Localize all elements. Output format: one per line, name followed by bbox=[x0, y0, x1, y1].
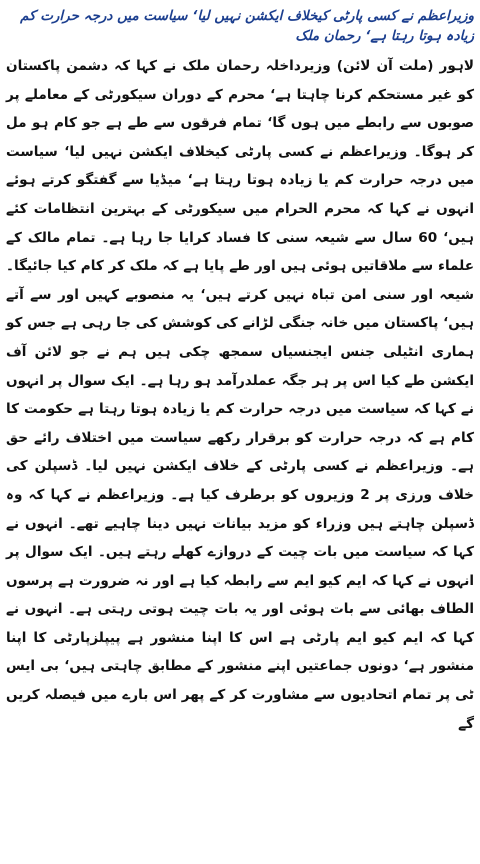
article-body: لاہور (ملت آن لائن) وزیرداخلہ رحمان ملک نے کہا کہ دشمن پاکستان کو غیر مستحکم کرنا چاہتا ہے‘ محرم کے دوران سیکورٹی کے معاملے پر صوبوں سے رابطے میں ہوں گا‘ تمام فرقوں سے طے ہے جو کام ہو مل کر ہوگا۔ وزیراعظم نے کسی پارٹی کیخلاف ایکشن نہیں لیا‘ سیاست میں درجہ حرارت کم یا زیادہ ہوتا رہتا ہے‘ میڈیا سے گفتگو کرتے ہوئے انہوں نے کہا کہ محرم الحرام میں سیکورٹی کے بہترین انتظامات کئے ہیں‘ 60 سال سے شیعہ سنی کا فساد کرایا جا رہا ہے۔ تمام مالک کے علماء سے ملاقاتیں ہوئی ہیں اور طے پایا ہے کہ ملک کر کام کیا جائیگا۔ شیعہ اور سنی امن تباہ نہیں کرتے ہیں‘ یہ منصوبے کہیں اور سے آتے ہیں‘ پاکستان میں خانہ جنگی لڑانے کی کوشش کی جا رہی ہے جس کو ہماری انٹیلی جنس ایجنسیاں سمجھ چکی ہیں ہم نے جو لائن آف ایکشن طے کیا اس پر ہر جگہ عملدرآمد ہو رہا ہے۔ ایک سوال پر انہوں نے کہا کہ سیاست میں درجہ حرارت کم یا زیادہ ہوتا رہتا ہے حکومت کا کام ہے کہ درجہ حرارت کو برقرار رکھے سیاست میں اختلاف رائے حق ہے۔ وزیراعظم نے کسی پارٹی کے خلاف ایکشن نہیں لیا۔ ڈسپلن کی خلاف ورزی پر 2 وزیروں کو برطرف کیا ہے۔ وزیراعظم نے کہا کہ وہ ڈسپلن چاہتے ہیں وزراء کو مزید بیانات نہیں دینا چاہیے تھے۔ انہوں نے کہا کہ سیاست میں بات چیت کے دروازے کھلے رہتے ہیں۔ ایک سوال پر انہوں نے کہا کہ ایم کیو ایم سے رابطہ کیا ہے اور نہ ضرورت ہے پرسوں الطاف بھائی سے بات ہوئی اور یہ بات چیت ہوتی رہتی ہے۔ انہوں نے کہا کہ ایم کیو ایم پارٹی ہے اس کا اپنا منشور ہے پیپلزپارٹی کا اپنا منشور ہے‘ دونوں جماعتیں اپنے منشور کے مطابق چاہتی ہیں‘ بی ایس ٹی پر تمام اتحادیوں سے مشاورت کر کے پھر اس بارے میں فیصلہ کریں گے bbox=[6, 58, 474, 732]
article-headline: وزیراعظم نے کسی پارٹی کیخلاف ایکشن نہیں لیا‘ سیاست میں درجہ حرارت کم زیادہ ہوتا رہتا ہے‘ رحمان ملک bbox=[20, 8, 474, 44]
